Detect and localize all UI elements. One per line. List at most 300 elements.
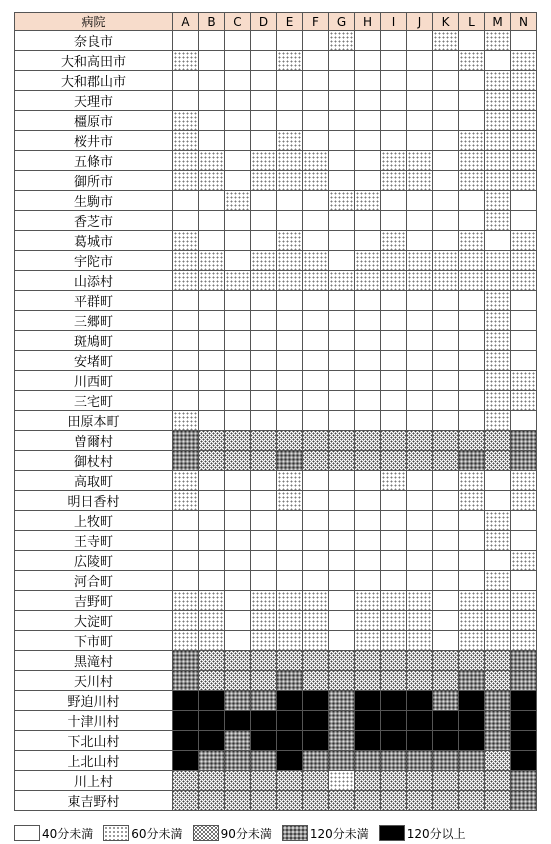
time-cell-j	[407, 131, 433, 151]
time-cell-l	[459, 571, 485, 591]
time-cell-e	[277, 651, 303, 671]
time-cell-b	[199, 211, 225, 231]
time-cell-j	[407, 331, 433, 351]
time-cell-c	[225, 611, 251, 631]
time-cell-e	[277, 571, 303, 591]
time-cell-k	[433, 651, 459, 671]
municipality-name: 天川村	[15, 671, 173, 691]
table-row	[15, 111, 537, 131]
municipality-name: 広陵町	[15, 551, 173, 571]
time-cell-f	[303, 471, 329, 491]
time-cell-d	[251, 191, 277, 211]
time-cell-a	[173, 311, 199, 331]
time-cell-j	[407, 631, 433, 651]
time-cell-n	[511, 91, 537, 111]
time-cell-l	[459, 211, 485, 231]
time-cell-b	[199, 711, 225, 731]
time-cell-i	[381, 471, 407, 491]
time-cell-n	[511, 471, 537, 491]
time-cell-c	[225, 111, 251, 131]
time-cell-m	[485, 71, 511, 91]
time-cell-l	[459, 751, 485, 771]
time-cell-d	[251, 611, 277, 631]
time-cell-k	[433, 451, 459, 471]
time-cell-d	[251, 71, 277, 91]
municipality-name: 奈良市	[15, 31, 173, 51]
time-cell-a	[173, 51, 199, 71]
time-cell-c	[225, 451, 251, 471]
time-cell-g	[329, 431, 355, 451]
time-cell-k	[433, 291, 459, 311]
time-cell-j	[407, 611, 433, 631]
municipality-name: 平群町	[15, 291, 173, 311]
time-cell-m	[485, 631, 511, 651]
time-cell-e	[277, 771, 303, 791]
municipality-name: 安堵町	[15, 351, 173, 371]
time-cell-a	[173, 251, 199, 271]
time-cell-c	[225, 731, 251, 751]
time-cell-g	[329, 191, 355, 211]
time-cell-n	[511, 131, 537, 151]
time-cell-e	[277, 751, 303, 771]
time-cell-f	[303, 291, 329, 311]
time-cell-i	[381, 511, 407, 531]
time-cell-a	[173, 391, 199, 411]
time-cell-n	[511, 671, 537, 691]
time-cell-j	[407, 191, 433, 211]
time-cell-j	[407, 111, 433, 131]
header-hospital-h: H	[355, 13, 381, 31]
table-row	[15, 171, 537, 191]
time-cell-e	[277, 131, 303, 151]
time-cell-a	[173, 111, 199, 131]
time-cell-i	[381, 191, 407, 211]
time-cell-i	[381, 231, 407, 251]
time-cell-b	[199, 391, 225, 411]
header-hospital-c: C	[225, 13, 251, 31]
time-cell-l	[459, 611, 485, 631]
time-cell-e	[277, 371, 303, 391]
time-cell-i	[381, 111, 407, 131]
time-cell-j	[407, 591, 433, 611]
time-cell-c	[225, 551, 251, 571]
time-cell-a	[173, 451, 199, 471]
municipality-name: 生駒市	[15, 191, 173, 211]
time-cell-g	[329, 531, 355, 551]
time-cell-f	[303, 71, 329, 91]
time-cell-i	[381, 671, 407, 691]
time-cell-k	[433, 411, 459, 431]
time-cell-l	[459, 171, 485, 191]
municipality-name: 大和高田市	[15, 51, 173, 71]
time-cell-b	[199, 551, 225, 571]
time-cell-f	[303, 351, 329, 371]
time-cell-b	[199, 151, 225, 171]
time-cell-i	[381, 311, 407, 331]
time-cell-c	[225, 591, 251, 611]
table-row	[15, 691, 537, 711]
time-cell-j	[407, 791, 433, 811]
time-cell-i	[381, 291, 407, 311]
time-cell-d	[251, 351, 277, 371]
time-cell-n	[511, 631, 537, 651]
legend	[14, 824, 476, 842]
time-cell-d	[251, 771, 277, 791]
time-cell-c	[225, 71, 251, 91]
time-cell-j	[407, 531, 433, 551]
travel-time-table	[14, 12, 537, 811]
time-cell-a	[173, 531, 199, 551]
municipality-name: 上北山村	[15, 751, 173, 771]
table-row	[15, 311, 537, 331]
table-row	[15, 331, 537, 351]
time-cell-d	[251, 511, 277, 531]
time-cell-d	[251, 131, 277, 151]
time-cell-b	[199, 251, 225, 271]
legend-label: 40分未満	[42, 826, 94, 841]
time-cell-n	[511, 791, 537, 811]
time-cell-g	[329, 591, 355, 611]
time-cell-h	[355, 231, 381, 251]
time-cell-n	[511, 591, 537, 611]
time-cell-d	[251, 231, 277, 251]
time-cell-g	[329, 91, 355, 111]
municipality-name: 香芝市	[15, 211, 173, 231]
time-cell-n	[511, 771, 537, 791]
table-row	[15, 211, 537, 231]
time-cell-f	[303, 91, 329, 111]
time-cell-c	[225, 531, 251, 551]
table-row	[15, 731, 537, 751]
legend-label: 120分以上	[406, 826, 466, 841]
time-cell-i	[381, 771, 407, 791]
time-cell-l	[459, 311, 485, 331]
table-row	[15, 51, 537, 71]
time-cell-e	[277, 791, 303, 811]
time-cell-b	[199, 751, 225, 771]
time-cell-b	[199, 511, 225, 531]
table-row	[15, 271, 537, 291]
municipality-name: 御杖村	[15, 451, 173, 471]
table-row	[15, 571, 537, 591]
time-cell-j	[407, 291, 433, 311]
time-cell-g	[329, 131, 355, 151]
time-cell-d	[251, 31, 277, 51]
time-cell-a	[173, 491, 199, 511]
time-cell-d	[251, 331, 277, 351]
time-cell-a	[173, 191, 199, 211]
time-cell-h	[355, 611, 381, 631]
time-cell-h	[355, 71, 381, 91]
time-cell-a	[173, 791, 199, 811]
time-cell-g	[329, 651, 355, 671]
time-cell-c	[225, 351, 251, 371]
time-cell-i	[381, 691, 407, 711]
time-cell-b	[199, 171, 225, 191]
time-cell-c	[225, 631, 251, 651]
time-cell-e	[277, 511, 303, 531]
time-cell-f	[303, 211, 329, 231]
time-cell-l	[459, 651, 485, 671]
time-cell-m	[485, 191, 511, 211]
time-cell-d	[251, 51, 277, 71]
time-cell-j	[407, 571, 433, 591]
time-cell-k	[433, 151, 459, 171]
time-cell-n	[511, 191, 537, 211]
time-cell-f	[303, 371, 329, 391]
time-cell-j	[407, 431, 433, 451]
time-cell-h	[355, 311, 381, 331]
time-cell-g	[329, 171, 355, 191]
municipality-name: 山添村	[15, 271, 173, 291]
municipality-name: 下市町	[15, 631, 173, 651]
time-cell-b	[199, 691, 225, 711]
time-cell-g	[329, 551, 355, 571]
time-cell-c	[225, 371, 251, 391]
time-cell-l	[459, 111, 485, 131]
time-cell-m	[485, 331, 511, 351]
time-cell-n	[511, 751, 537, 771]
time-cell-i	[381, 571, 407, 591]
time-cell-m	[485, 491, 511, 511]
time-cell-m	[485, 31, 511, 51]
time-cell-k	[433, 51, 459, 71]
time-cell-f	[303, 571, 329, 591]
time-cell-k	[433, 731, 459, 751]
time-cell-i	[381, 611, 407, 631]
time-cell-j	[407, 91, 433, 111]
municipality-name: 下北山村	[15, 731, 173, 751]
time-cell-h	[355, 711, 381, 731]
time-cell-f	[303, 731, 329, 751]
time-cell-j	[407, 151, 433, 171]
time-cell-b	[199, 291, 225, 311]
time-cell-h	[355, 511, 381, 531]
time-cell-c	[225, 151, 251, 171]
time-cell-h	[355, 591, 381, 611]
time-cell-h	[355, 211, 381, 231]
header-hospital-a: A	[173, 13, 199, 31]
time-cell-g	[329, 791, 355, 811]
time-cell-h	[355, 331, 381, 351]
time-cell-l	[459, 451, 485, 471]
municipality-name: 田原本町	[15, 411, 173, 431]
time-cell-m	[485, 251, 511, 271]
time-cell-c	[225, 791, 251, 811]
legend-item	[103, 825, 182, 842]
time-cell-e	[277, 391, 303, 411]
time-cell-g	[329, 271, 355, 291]
time-cell-m	[485, 291, 511, 311]
time-cell-n	[511, 211, 537, 231]
time-cell-n	[511, 511, 537, 531]
time-cell-m	[485, 671, 511, 691]
time-cell-l	[459, 71, 485, 91]
municipality-name: 葛城市	[15, 231, 173, 251]
header-hospital-l: L	[459, 13, 485, 31]
time-cell-g	[329, 31, 355, 51]
time-cell-i	[381, 411, 407, 431]
time-cell-c	[225, 751, 251, 771]
legend-swatch	[379, 825, 405, 841]
time-cell-f	[303, 771, 329, 791]
time-cell-b	[199, 231, 225, 251]
time-cell-i	[381, 391, 407, 411]
time-cell-i	[381, 171, 407, 191]
table-row	[15, 451, 537, 471]
time-cell-f	[303, 711, 329, 731]
time-cell-a	[173, 611, 199, 631]
table-row	[15, 651, 537, 671]
time-cell-b	[199, 351, 225, 371]
time-cell-c	[225, 211, 251, 231]
time-cell-c	[225, 571, 251, 591]
time-cell-f	[303, 631, 329, 651]
time-cell-a	[173, 671, 199, 691]
time-cell-l	[459, 31, 485, 51]
time-cell-j	[407, 651, 433, 671]
table-row	[15, 611, 537, 631]
time-cell-b	[199, 451, 225, 471]
time-cell-l	[459, 131, 485, 151]
header-hospital-m: M	[485, 13, 511, 31]
table-row	[15, 131, 537, 151]
time-cell-c	[225, 651, 251, 671]
time-cell-l	[459, 391, 485, 411]
municipality-name: 大和郡山市	[15, 71, 173, 91]
time-cell-l	[459, 531, 485, 551]
municipality-name: 明日香村	[15, 491, 173, 511]
time-cell-i	[381, 591, 407, 611]
time-cell-l	[459, 711, 485, 731]
time-cell-h	[355, 191, 381, 211]
time-cell-m	[485, 791, 511, 811]
time-cell-i	[381, 351, 407, 371]
time-cell-n	[511, 271, 537, 291]
time-cell-m	[485, 471, 511, 491]
header-row	[15, 13, 537, 31]
time-cell-g	[329, 391, 355, 411]
time-cell-c	[225, 711, 251, 731]
legend-swatch	[282, 825, 308, 841]
time-cell-e	[277, 251, 303, 271]
time-cell-f	[303, 551, 329, 571]
legend-label: 60分未満	[131, 826, 183, 841]
time-cell-b	[199, 651, 225, 671]
table-row	[15, 391, 537, 411]
time-cell-h	[355, 671, 381, 691]
time-cell-m	[485, 231, 511, 251]
municipality-name: 川西町	[15, 371, 173, 391]
time-cell-a	[173, 771, 199, 791]
time-cell-k	[433, 91, 459, 111]
time-cell-h	[355, 391, 381, 411]
time-cell-m	[485, 351, 511, 371]
time-cell-h	[355, 631, 381, 651]
time-cell-f	[303, 271, 329, 291]
time-cell-e	[277, 171, 303, 191]
time-cell-f	[303, 131, 329, 151]
table-row	[15, 551, 537, 571]
time-cell-e	[277, 451, 303, 471]
time-cell-k	[433, 711, 459, 731]
time-cell-j	[407, 71, 433, 91]
time-cell-a	[173, 631, 199, 651]
time-cell-h	[355, 571, 381, 591]
time-cell-d	[251, 451, 277, 471]
time-cell-n	[511, 231, 537, 251]
time-cell-k	[433, 791, 459, 811]
time-cell-f	[303, 31, 329, 51]
time-cell-b	[199, 271, 225, 291]
time-cell-b	[199, 51, 225, 71]
time-cell-g	[329, 691, 355, 711]
time-cell-k	[433, 591, 459, 611]
time-cell-j	[407, 711, 433, 731]
time-cell-b	[199, 371, 225, 391]
time-cell-g	[329, 451, 355, 471]
time-cell-i	[381, 151, 407, 171]
time-cell-j	[407, 451, 433, 471]
time-cell-n	[511, 111, 537, 131]
time-cell-f	[303, 231, 329, 251]
time-cell-e	[277, 631, 303, 651]
time-cell-i	[381, 91, 407, 111]
time-cell-g	[329, 491, 355, 511]
time-cell-f	[303, 491, 329, 511]
time-cell-j	[407, 511, 433, 531]
time-cell-h	[355, 791, 381, 811]
time-cell-i	[381, 451, 407, 471]
time-cell-f	[303, 191, 329, 211]
time-cell-i	[381, 211, 407, 231]
header-hospital-d: D	[251, 13, 277, 31]
header-hospital-label: 病院	[15, 13, 173, 31]
time-cell-d	[251, 651, 277, 671]
time-cell-b	[199, 131, 225, 151]
time-cell-k	[433, 491, 459, 511]
time-cell-c	[225, 691, 251, 711]
time-cell-c	[225, 391, 251, 411]
legend-label: 120分未満	[309, 826, 369, 841]
header-hospital-n: N	[511, 13, 537, 31]
table-row	[15, 751, 537, 771]
time-cell-m	[485, 271, 511, 291]
time-cell-b	[199, 631, 225, 651]
time-cell-a	[173, 751, 199, 771]
time-cell-d	[251, 591, 277, 611]
time-cell-n	[511, 351, 537, 371]
time-cell-h	[355, 31, 381, 51]
table-row	[15, 291, 537, 311]
time-cell-h	[355, 771, 381, 791]
table-row	[15, 491, 537, 511]
time-cell-e	[277, 231, 303, 251]
time-cell-l	[459, 671, 485, 691]
time-cell-b	[199, 571, 225, 591]
time-cell-b	[199, 31, 225, 51]
time-cell-h	[355, 131, 381, 151]
time-cell-k	[433, 111, 459, 131]
time-cell-g	[329, 51, 355, 71]
time-cell-d	[251, 471, 277, 491]
time-cell-l	[459, 511, 485, 531]
legend-swatch	[193, 825, 219, 841]
time-cell-l	[459, 91, 485, 111]
time-cell-c	[225, 311, 251, 331]
time-cell-j	[407, 311, 433, 331]
time-cell-k	[433, 551, 459, 571]
